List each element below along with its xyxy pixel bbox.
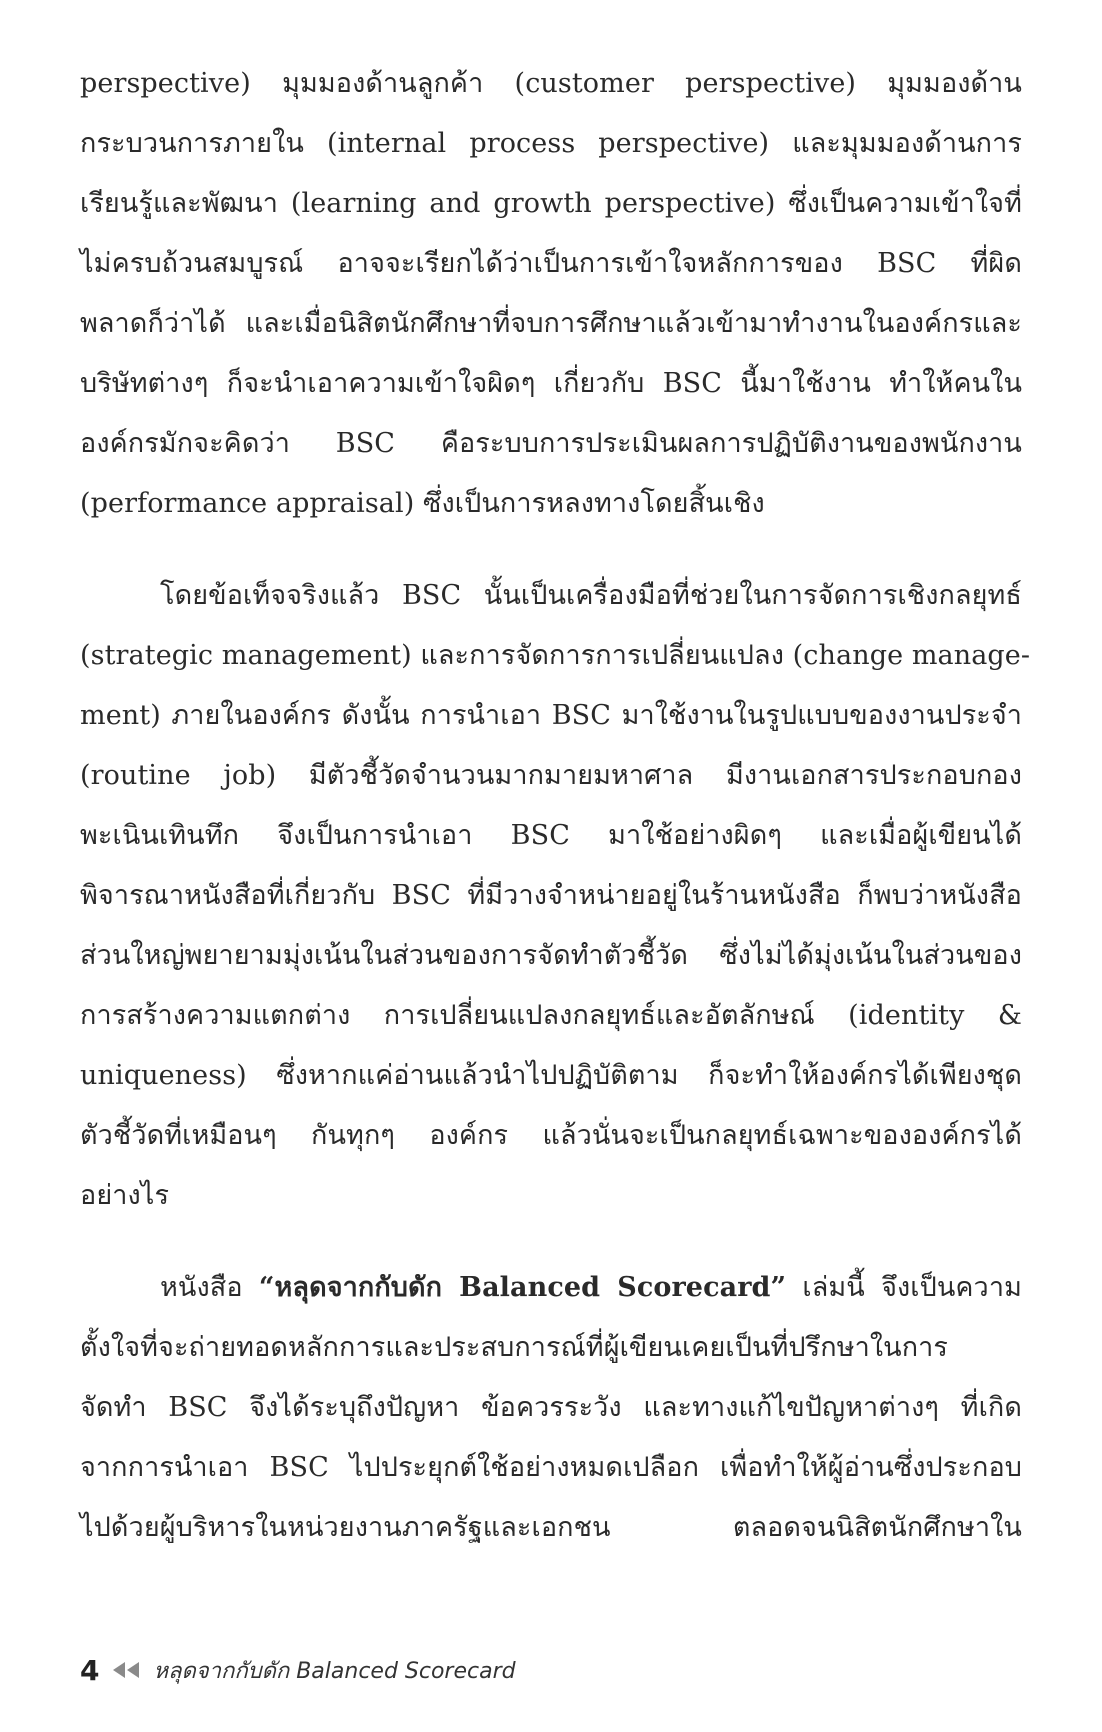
text-line: องค์กรมักจะคิดว่า BSC คือระบบการประเมินผลการปฏิบัติงานของพนักงาน: [80, 428, 1022, 459]
text-line: [80, 1258, 1022, 1318]
paragraph-1: [80, 54, 1022, 534]
text-line: การสร้างความแตกต่าง การเปลี่ยนแปลงกลยุทธ์และอัตลักษณ์ (identity &: [80, 1000, 1022, 1031]
text-line: จัดทำ BSC จึงได้ระบุถึงปัญหา ข้อควรระวัง และทางแก้ไขปัญหาต่างๆ ที่เกิด: [80, 1392, 1022, 1423]
text-run: หนังสือ: [160, 1272, 259, 1303]
text-line: ment) ภายในองค์กร ดังนั้น การนำเอา BSC มาใช้งานในรูปแบบของงานประจำ: [80, 700, 1022, 731]
text-line: (strategic management) และการจัดการการเปลี่ยนแปลง (change manage-: [80, 640, 1031, 671]
page-number: 4: [80, 1653, 100, 1687]
text-line: uniqueness) ซึ่งหากแค่อ่านแล้วนำไปปฏิบัติตาม ก็จะทำให้องค์กรได้เพียงชุด: [80, 1060, 1022, 1091]
paragraph-2: [80, 566, 1031, 1226]
body-text: [80, 54, 1031, 1590]
text-line: โดยข้อเท็จจริงแล้ว BSC นั้นเป็นเครื่องมือที่ช่วยในการจัดการเชิงกลยุทธ์: [160, 580, 1022, 611]
text-line: บริษัทต่างๆ ก็จะนำเอาความเข้าใจผิดๆ เกี่ยวกับ BSC นี้มาใช้งาน ทำให้คนใน: [80, 368, 1022, 399]
text-line: ไม่ครบถ้วนสมบูรณ์ อาจจะเรียกได้ว่าเป็นการเข้าใจหลักการของ BSC ที่ผิด: [80, 248, 1022, 279]
double-left-arrow-icon: [113, 1662, 139, 1678]
text-run: เล่มนี้ จึงเป็นความ: [786, 1272, 1022, 1303]
text-line: perspective) มุมมองด้านลูกค้า (customer perspective) มุมมองด้าน: [80, 68, 1022, 99]
text-line: พะเนินเทินทึก จึงเป็นการนำเอา BSC มาใช้อย่างผิดๆ และเมื่อผู้เขียนได้: [80, 820, 1022, 851]
text-line: ส่วนใหญ่พยายามมุ่งเน้นในส่วนของการจัดทำตัวชี้วัด ซึ่งไม่ได้มุ่งเน้นในส่วนของ: [80, 940, 1022, 971]
text-line: ตัวชี้วัดที่เหมือนๆ กันทุกๆ องค์กร แล้วนั่นจะเป็นกลยุทธ์เฉพาะขององค์กรได้: [80, 1120, 1022, 1151]
paragraph-3: [80, 1258, 1022, 1558]
text-line: (performance appraisal) ซึ่งเป็นการหลงทางโดยสิ้นเชิง: [80, 488, 765, 519]
book-title-emphasis: “หลุดจากกับดัก Balanced Scorecard”: [258, 1272, 787, 1303]
text-line: อย่างไร: [80, 1180, 170, 1211]
left-arrow-icon: [113, 1662, 125, 1678]
text-line: (routine job) มีตัวชี้วัดจำนวนมากมายมหาศาล มีงานเอกสารประกอบกอง: [80, 760, 1022, 791]
running-title: หลุดจากกับดัก Balanced Scorecard: [153, 1658, 516, 1684]
text-line: กระบวนการภายใน (internal process perspective) และมุมมองด้านการ: [80, 128, 1022, 159]
left-arrow-icon: [127, 1662, 139, 1678]
text-line: ไปด้วยผู้บริหารในหน่วยงานภาครัฐและเอกชน ตลอดจนนิสิตนักศึกษาใน: [80, 1512, 1022, 1543]
text-line: เรียนรู้และพัฒนา (learning and growth perspective) ซึ่งเป็นความเข้าใจที่: [80, 188, 1022, 219]
text-line: จากการนำเอา BSC ไปประยุกต์ใช้อย่างหมดเปลือก เพื่อทำให้ผู้อ่านซึ่งประกอบ: [80, 1452, 1022, 1483]
page-footer: [80, 1650, 516, 1690]
text-line: พลาดก็ว่าได้ และเมื่อนิสิตนักศึกษาที่จบการศึกษาแล้วเข้ามาทำงานในองค์กรและ: [80, 308, 1022, 339]
text-line: ตั้งใจที่จะถ่ายทอดหลักการและประสบการณ์ที่ผู้เขียนเคยเป็นที่ปรึกษาในการ: [80, 1332, 949, 1363]
text-line: พิจารณาหนังสือที่เกี่ยวกับ BSC ที่มีวางจำหน่ายอยู่ในร้านหนังสือ ก็พบว่าหนังสือ: [80, 880, 1022, 911]
